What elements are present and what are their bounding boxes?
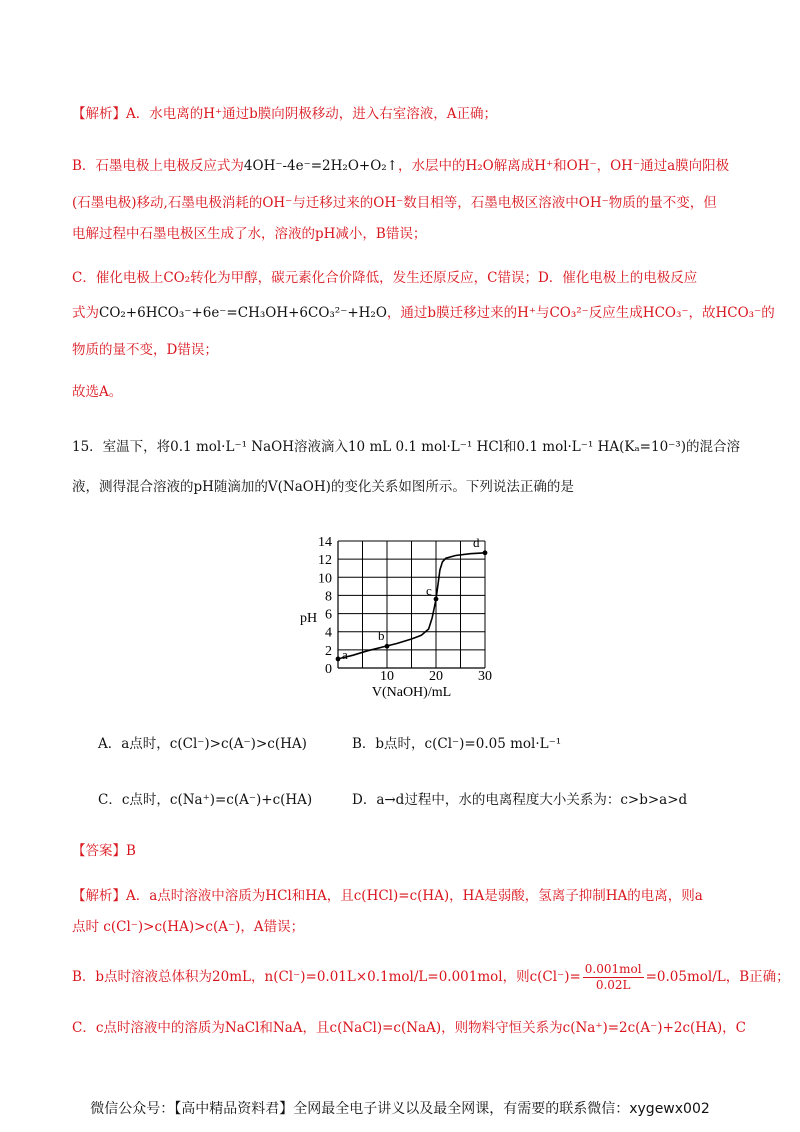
analysis-tag: 【解析】 bbox=[72, 106, 126, 122]
answer-tag: 【答案】 bbox=[72, 843, 126, 859]
analysis-text: A．水电离的H⁺通过b膜向阴极移动，进入右室溶液，A正确； bbox=[126, 106, 498, 122]
x-axis-label: V(NaOH)/mL bbox=[371, 685, 452, 700]
chart-curve-layer bbox=[336, 550, 488, 661]
y-tick-label: 4 bbox=[325, 625, 332, 641]
question-15-line-2: 液，测得混合溶液的pH随滴加的V(NaOH)的变化关系如图所示。下列说法正确的是 bbox=[72, 479, 574, 495]
analysis-conclusion: 故选A。 bbox=[72, 384, 123, 400]
point-label-d: d bbox=[473, 534, 480, 550]
ph-curve bbox=[338, 553, 485, 659]
analysis-para-3-line-1: C．催化电极上CO₂转化为甲醇，碳元素化合价降低，发生还原反应，C错误；D．催化电极上的电极反应 bbox=[72, 270, 698, 286]
y-tick-label: 0 bbox=[325, 662, 332, 677]
chart-axes bbox=[338, 541, 485, 668]
answer-value: B bbox=[126, 843, 136, 859]
equation: CO₂+6HCO₃⁻+6e⁻=CH₃OH+6CO₃²⁻+H₂O bbox=[99, 305, 387, 321]
answer-line bbox=[72, 841, 136, 861]
fraction-denominator: 0.02L bbox=[595, 978, 631, 992]
page-footer: 微信公众号：【高中精品资料君】全网最全电子讲义以及最全网课，有需要的联系微信：xygewx002 bbox=[90, 1101, 710, 1117]
y-tick-label: 14 bbox=[318, 535, 332, 550]
analysis-para-2-line-3: 电解过程中石墨电极区生成了水，溶液的pH减小，B错误； bbox=[72, 226, 427, 242]
text-span: ，水层中的H₂O解离成H⁺和OH⁻，OH⁻通过a膜向阳极 bbox=[398, 158, 730, 174]
y-tick-label: 12 bbox=[318, 553, 332, 569]
y-axis-label: pH bbox=[300, 611, 318, 627]
y-tick-label: 6 bbox=[325, 607, 332, 623]
solution-line-1: 【解析】A．a点时溶液中溶质为HCl和HA，且c(HCl)=c(HA)，HA是弱酸，氢离子抑制HA的电离，则a bbox=[72, 888, 703, 904]
point-a bbox=[336, 657, 341, 662]
y-tick-label: 8 bbox=[325, 589, 332, 605]
option-d: D．a→d过程中，水的电离程度大小关系为：c>b>a>d bbox=[352, 792, 688, 808]
x-tick-label: 10 bbox=[380, 669, 394, 684]
text-span: =0.05mol/L，B正确； bbox=[645, 969, 790, 985]
analysis-para-1 bbox=[72, 104, 497, 124]
question-15-line-1: 15．室温下，将0.1 mol·L⁻¹ NaOH溶液滴入10 mL 0.1 mol·L⁻¹ HCl和0.1 mol·L⁻¹ HA(Kₐ=10⁻³)的混合溶 bbox=[72, 439, 740, 455]
solution-line-2: 点时 c(Cl⁻)>c(HA)>c(A⁻)，A错误； bbox=[72, 919, 305, 935]
equation: 4OH⁻-4e⁻=2H₂O+O₂↑ bbox=[243, 158, 398, 174]
point-c bbox=[434, 597, 439, 602]
chart-grid bbox=[338, 541, 485, 668]
analysis-para-3-line-2 bbox=[72, 303, 775, 323]
option-c: C．c点时，c(Na⁺)=c(A⁻)+c(HA) bbox=[98, 792, 313, 808]
text-span: B．石墨电极上电极反应式为 bbox=[72, 158, 244, 174]
y-tick-label: 2 bbox=[325, 643, 332, 659]
point-label-c: c bbox=[426, 583, 432, 599]
point-label-b: b bbox=[378, 628, 385, 644]
point-b bbox=[385, 644, 390, 649]
analysis-para-2-line-1 bbox=[72, 156, 729, 176]
option-b: B．b点时，c(Cl⁻)=0.05 mol·L⁻¹ bbox=[352, 736, 562, 752]
fraction bbox=[583, 962, 644, 993]
point-label-a: a bbox=[342, 646, 348, 662]
chart-labels bbox=[300, 535, 492, 700]
y-tick-label: 10 bbox=[318, 571, 332, 587]
text-span: 式为 bbox=[72, 305, 99, 321]
text-span: ，通过b膜迁移过来的H⁺与CO₃²⁻反应生成HCO₃⁻，故HCO₃⁻的 bbox=[386, 305, 775, 321]
x-tick-label: 30 bbox=[478, 669, 492, 684]
option-a: A．a点时，c(Cl⁻)>c(A⁻)>c(HA) bbox=[98, 736, 307, 752]
point-d bbox=[483, 550, 488, 555]
fraction-numerator: 0.001mol bbox=[584, 962, 642, 976]
text-span: B．b点时溶液总体积为20mL，n(Cl⁻)=0.01L×0.1mol/L=0.001mol，则c(Cl⁻)= bbox=[72, 969, 581, 985]
solution-line-3 bbox=[72, 962, 790, 993]
x-tick-label: 20 bbox=[429, 669, 443, 684]
analysis-para-2-line-2: (石墨电极)移动,石墨电极消耗的OH⁻与迁移过来的OH⁻数目相等，石墨电极区溶液中OH⁻物质的量不变，但 bbox=[72, 195, 717, 211]
analysis-para-3-line-3: 物质的量不变，D错误； bbox=[72, 342, 218, 358]
solution-line-4: C．c点时溶液中的溶质为NaCl和NaA，且c(NaCl)=c(NaA)，则物料守恒关系为c(Na⁺)=2c(A⁻)+2c(HA)，C bbox=[72, 1020, 746, 1036]
